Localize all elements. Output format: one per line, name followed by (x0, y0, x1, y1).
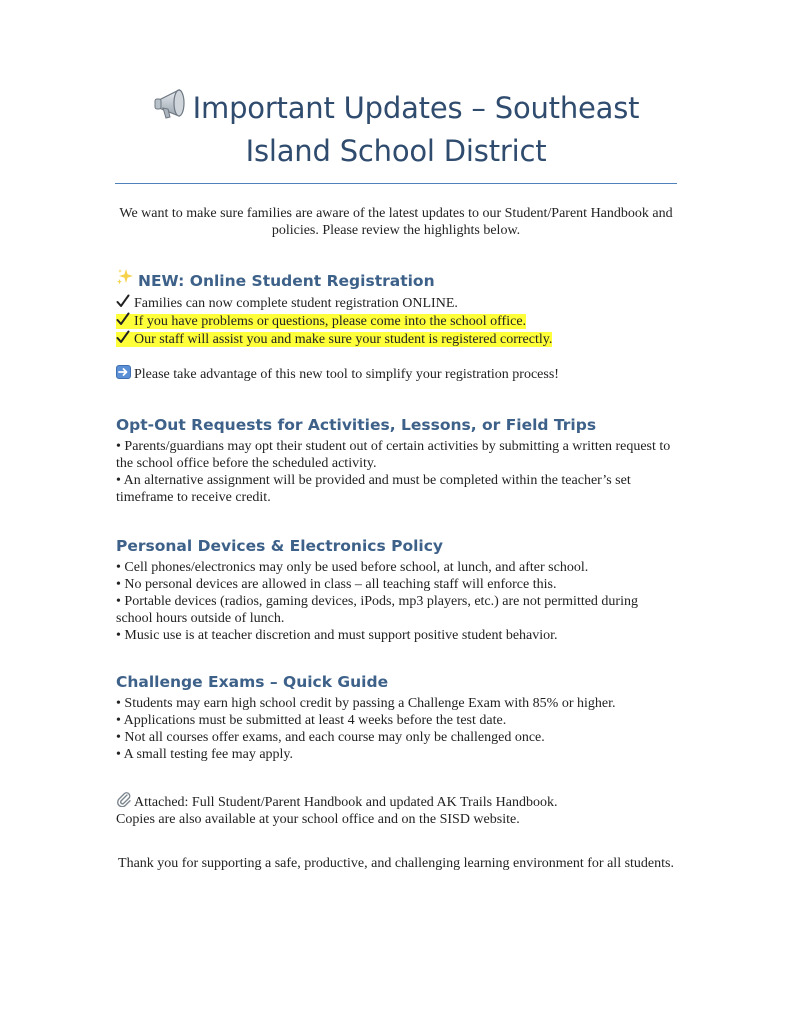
right-arrow-icon (116, 365, 131, 379)
highlighted-text (116, 314, 526, 329)
registration-item (116, 312, 676, 330)
copies-line: Copies are also available at your school office and on the SISD website. (116, 812, 520, 827)
devices-section (116, 535, 676, 644)
page-title (115, 86, 677, 173)
opt-out-section (116, 414, 676, 506)
check-mark-icon (116, 330, 130, 344)
challenge-section (116, 671, 676, 763)
title-divider (115, 183, 677, 184)
registration-section (116, 268, 676, 383)
registration-item (116, 330, 676, 348)
devices-heading: Personal Devices & Electronics Policy (116, 537, 444, 555)
registration-heading (116, 268, 676, 292)
title-line-2: Island School District (245, 134, 547, 168)
challenge-item: • Not all courses offer exams, and each course may only be challenged once. (116, 730, 545, 745)
registration-item (116, 294, 676, 312)
challenge-heading: Challenge Exams – Quick Guide (116, 673, 389, 691)
challenge-item: • A small testing fee may apply. (116, 747, 294, 762)
registration-item-text: Our staff will assist you and make sure your student is registered correctly. (134, 332, 553, 347)
devices-item: • No personal devices are allowed in class – all teaching staff will enforce this. (116, 577, 557, 592)
challenge-item: • Applications must be submitted at least 4 weeks before the test date. (116, 713, 507, 728)
attachments-line (116, 791, 676, 811)
intro-paragraph: We want to make sure families are aware of the latest updates to our Student/Parent Handbook and policies. Please review the highlights below. (119, 206, 673, 238)
megaphone-icon (153, 86, 191, 122)
registration-item-text: If you have problems or questions, please come into the school office. (134, 314, 527, 329)
title-line-1 (115, 86, 677, 130)
closing-paragraph: Thank you for supporting a safe, productive, and challenging learning environment for all students. (118, 856, 674, 871)
sparkles-icon (116, 268, 134, 286)
check-mark-icon (116, 294, 130, 308)
opt-out-heading: Opt-Out Requests for Activities, Lessons, or Field Trips (116, 416, 597, 434)
title-text-line1: Important Updates – Southeast (192, 91, 640, 125)
challenge-item: • Students may earn high school credit by passing a Challenge Exam with 85% or higher. (116, 696, 616, 711)
paperclip-icon (116, 791, 132, 807)
registration-note-text: Please take advantage of this new tool to simplify your registration process! (134, 367, 559, 382)
opt-out-item: • Parents/guardians may opt their student out of certain activities by submitting a written request to the school office before the scheduled activity. (116, 439, 671, 471)
attachments-section (116, 791, 676, 828)
registration-note (116, 365, 676, 383)
attachments-text: Attached: Full Student/Parent Handbook and updated AK Trails Handbook. (134, 795, 558, 810)
opt-out-item: • An alternative assignment will be provided and must be completed within the teacher’s set timeframe to receive credit. (116, 473, 631, 505)
highlighted-text (116, 332, 552, 347)
check-mark-icon (116, 312, 130, 326)
devices-item: • Music use is at teacher discretion and must support positive student behavior. (116, 628, 558, 643)
registration-heading-text: NEW: Online Student Registration (138, 272, 435, 290)
devices-item: • Cell phones/electronics may only be used before school, at lunch, and after school. (116, 560, 589, 575)
registration-item-text: Families can now complete student registration ONLINE. (134, 296, 458, 311)
devices-item: • Portable devices (radios, gaming devices, iPods, mp3 players, etc.) are not permitted during school hours outside of lunch. (116, 594, 638, 626)
